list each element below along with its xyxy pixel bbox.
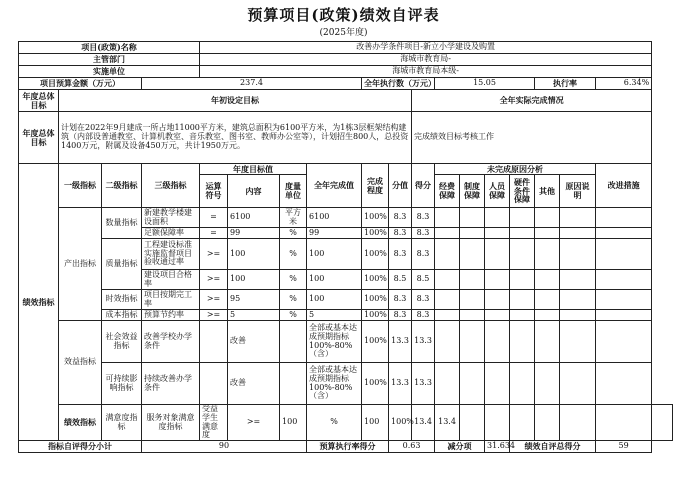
table-row	[19, 208, 673, 228]
unit-cell	[280, 321, 307, 363]
goal-content-row	[19, 112, 673, 164]
project-name-row	[19, 42, 673, 54]
fix-cell	[596, 228, 652, 239]
reason-cell	[460, 405, 485, 441]
reason-cell	[560, 363, 596, 405]
reason-cell	[560, 321, 596, 363]
group-satisfaction: 满意度指标	[102, 405, 142, 441]
group-service: 服务对象满意度指标	[142, 405, 200, 441]
reason-cell	[535, 270, 560, 290]
op-header: 运算符号	[200, 175, 228, 208]
target-group-header: 年度目标值	[200, 164, 307, 175]
done-cell: 99	[307, 228, 362, 239]
table-row	[19, 310, 673, 321]
reason-system-header: 制度保障	[460, 175, 485, 208]
total-label: 绩效自评总得分	[510, 441, 596, 453]
group-cost: 成本指标	[102, 310, 142, 321]
table-row	[19, 363, 673, 405]
done-cell: 100	[307, 239, 362, 270]
op-cell: >=	[200, 239, 228, 270]
done-value-header: 全年完成值	[307, 164, 362, 208]
content-cell: 99	[228, 228, 280, 239]
budget-exec-label: 全年执行数（万元）	[362, 78, 435, 90]
got-cell: 13.3	[412, 321, 435, 363]
reason-cell	[460, 363, 485, 405]
reason-cell	[510, 208, 535, 228]
got-cell: 8.3	[412, 239, 435, 270]
unit-cell: %	[280, 310, 307, 321]
reason-cell	[435, 290, 460, 310]
level3-cell: 新建教学楼建设面积	[142, 208, 200, 228]
level3-cell: 改善学校办学条件	[142, 321, 200, 363]
reason-cell	[485, 321, 510, 363]
reason-cell	[510, 310, 535, 321]
got-cell: 8.3	[412, 208, 435, 228]
reason-cell	[535, 228, 560, 239]
group-social: 社会效益指标	[102, 321, 142, 363]
group-sustainable: 可持续影响指标	[102, 363, 142, 405]
reason-cell	[560, 290, 596, 310]
level3-cell: 足额保障率	[142, 228, 200, 239]
got-header: 得分	[412, 164, 435, 208]
page-subtitle: (2025年度)	[319, 28, 368, 38]
table-row	[19, 290, 673, 310]
content-cell: 100	[228, 270, 280, 290]
reason-cell	[485, 310, 510, 321]
fix-cell	[596, 310, 652, 321]
unit-header: 度量单位	[280, 175, 307, 208]
reason-cell	[435, 321, 460, 363]
content-cell: 改善	[228, 363, 280, 405]
reason-cell	[535, 405, 560, 441]
reason-cell	[435, 363, 460, 405]
done-cell: 100	[307, 270, 362, 290]
degree-header: 完成程度	[362, 164, 389, 208]
done-cell: 全部或基本达成预期指标100%-80%（含）	[307, 321, 362, 363]
reason-cell	[560, 270, 596, 290]
reason-cell	[435, 239, 460, 270]
group-benefit: 效益指标	[59, 321, 102, 405]
done-cell: 全部或基本达成预期指标100%-80%（含）	[307, 363, 362, 405]
reason-cell	[596, 405, 652, 441]
exec-score-value: 0.63	[389, 441, 435, 453]
degree-cell: 100%	[362, 208, 389, 228]
unit-row	[19, 66, 673, 78]
unit-cell: %	[280, 228, 307, 239]
reason-cell	[535, 310, 560, 321]
reason-cell	[485, 405, 510, 441]
reason-cell	[560, 208, 596, 228]
budget-amount-label: 项目预算金额（万元）	[19, 78, 142, 90]
group-output: 产出指标	[59, 208, 102, 321]
degree-cell: 100%	[362, 228, 389, 239]
op-cell	[200, 321, 228, 363]
initial-goal-text: 计划在2022年9月建成一所占地11000平方米，建筑总面积为6100平方米，为1栋3层框架结构建筑（内部设普通教室、计算机教室、音乐教室、图书室、教师办公室等），计划招生800人，总投资1400万元，附属及设备450万元，共计1950万元。	[59, 112, 412, 164]
reason-cell	[560, 310, 596, 321]
unit-cell: %	[307, 405, 362, 441]
budget-exec-value: 15.05	[435, 78, 535, 90]
deduct-value: 31.634	[485, 441, 510, 453]
score-cell: 13.4	[412, 405, 435, 441]
group-quality: 质量指标	[102, 239, 142, 290]
subtotal-label: 指标自评得分小计	[19, 441, 142, 453]
content-cell: 改善	[228, 321, 280, 363]
reason-cell	[510, 290, 535, 310]
level3-cell: 预算节约率	[142, 310, 200, 321]
footer-row	[19, 441, 673, 453]
reason-cell	[435, 310, 460, 321]
content-cell: 6100	[228, 208, 280, 228]
group-timeliness: 时效指标	[102, 290, 142, 310]
project-name-label: 项目(政策)名称	[19, 42, 200, 54]
reason-cell	[510, 270, 535, 290]
degree-cell: 100%	[362, 270, 389, 290]
score-cell: 8.3	[389, 239, 412, 270]
perf-indicator-label-2: 绩效指标	[59, 405, 102, 441]
unit-cell: %	[280, 290, 307, 310]
content-cell: 5	[228, 310, 280, 321]
reason-cell	[510, 363, 535, 405]
degree-cell: 100%	[362, 363, 389, 405]
reason-cell	[435, 208, 460, 228]
reason-cell	[535, 321, 560, 363]
reason-funding-header: 经费保障	[435, 175, 460, 208]
got-cell: 8.3	[412, 290, 435, 310]
subtotal-value: 90	[142, 441, 307, 453]
content-cell: 100	[280, 405, 307, 441]
annual-goal-row-label: 年度总体目标	[19, 112, 59, 164]
reason-cell	[485, 208, 510, 228]
reason-cell	[460, 270, 485, 290]
reason-staff-header: 人员保障	[485, 175, 510, 208]
op-cell: >=	[200, 290, 228, 310]
reason-cell	[535, 239, 560, 270]
fix-cell	[596, 290, 652, 310]
dept-row	[19, 54, 673, 66]
got-cell: 13.3	[412, 363, 435, 405]
fix-cell	[652, 405, 673, 441]
score-cell: 8.5	[389, 270, 412, 290]
reason-cell	[535, 363, 560, 405]
reason-cell	[485, 270, 510, 290]
unit-value: 海城市教育局本级-	[200, 66, 652, 78]
got-cell: 8.3	[412, 228, 435, 239]
reason-cell	[535, 208, 560, 228]
total-value: 59	[596, 441, 652, 453]
unit-cell: %	[280, 270, 307, 290]
initial-goal-header: 年初设定目标	[59, 90, 412, 112]
page-title: 预算项目(政策)绩效自评表	[247, 6, 440, 24]
goal-header-row	[19, 90, 673, 112]
reason-cell	[485, 228, 510, 239]
reason-other-header: 其他	[535, 175, 560, 208]
dept-label: 主管部门	[19, 54, 200, 66]
fix-cell	[596, 270, 652, 290]
exec-rate-value: 6.34%	[596, 78, 652, 90]
reason-cell	[510, 405, 535, 441]
score-header: 分值	[389, 164, 412, 208]
got-cell: 8.3	[412, 310, 435, 321]
level1-header: 一级指标	[59, 164, 102, 208]
fix-cell	[596, 239, 652, 270]
op-cell: >=	[228, 405, 280, 441]
done-cell: 100	[307, 290, 362, 310]
fix-cell	[596, 363, 652, 405]
reason-cell	[510, 228, 535, 239]
score-cell: 8.3	[389, 228, 412, 239]
budget-row	[19, 78, 673, 90]
degree-cell: 100%	[362, 310, 389, 321]
reason-cell	[460, 228, 485, 239]
reason-cell	[460, 321, 485, 363]
got-cell: 8.5	[412, 270, 435, 290]
reason-cell	[435, 270, 460, 290]
score-cell: 13.3	[389, 363, 412, 405]
level3-cell: 建设项目合格率	[142, 270, 200, 290]
dept-value: 海城市教育局-	[200, 54, 652, 66]
level3-cell: 项目按期完工率	[142, 290, 200, 310]
unit-cell: %	[280, 239, 307, 270]
level2-header: 二级指标	[102, 164, 142, 208]
reason-cell	[485, 290, 510, 310]
exec-rate-label: 执行率	[535, 78, 596, 90]
reason-cell	[460, 310, 485, 321]
done-cell: 5	[307, 310, 362, 321]
evaluation-table	[18, 41, 673, 453]
group-quantity: 数量指标	[102, 208, 142, 239]
op-cell: =	[200, 208, 228, 228]
reason-cell	[560, 228, 596, 239]
reason-hardware-header: 硬件条件保障	[510, 175, 535, 208]
reason-cell	[510, 239, 535, 270]
table-row	[19, 321, 673, 363]
table-row	[19, 239, 673, 270]
reason-group-header: 未完成原因分析	[435, 164, 596, 175]
reason-cell	[485, 363, 510, 405]
reason-cell	[460, 208, 485, 228]
annual-goal-header: 年度总体目标	[19, 90, 59, 112]
level3-header: 三级指标	[142, 164, 200, 208]
reason-cell	[560, 405, 596, 441]
fix-header: 改进措施	[596, 164, 652, 208]
budget-amount-value: 237.4	[142, 78, 362, 90]
score-cell: 8.3	[389, 290, 412, 310]
op-cell: =	[200, 228, 228, 239]
fix-cell	[596, 208, 652, 228]
score-cell: 13.3	[389, 321, 412, 363]
unit-cell	[280, 363, 307, 405]
reason-note-header: 原因说明	[560, 175, 596, 208]
degree-cell: 100%	[362, 321, 389, 363]
degree-cell: 100%	[362, 239, 389, 270]
actual-completion-header: 全年实际完成情况	[412, 90, 652, 112]
degree-cell: 100%	[389, 405, 412, 441]
score-cell: 8.3	[389, 310, 412, 321]
done-cell: 6100	[307, 208, 362, 228]
unit-cell: 平方米	[280, 208, 307, 228]
perf-indicator-label: 绩效指标	[19, 164, 59, 441]
unit-label: 实施单位	[19, 66, 200, 78]
reason-cell	[485, 239, 510, 270]
reason-cell	[535, 290, 560, 310]
reason-cell	[435, 228, 460, 239]
op-cell: >=	[200, 270, 228, 290]
reason-cell	[510, 321, 535, 363]
project-name-value: 改善办学条件项目-新立小学建设及购置	[200, 42, 652, 54]
exec-score-label: 预算执行率得分	[307, 441, 389, 453]
content-cell: 95	[228, 290, 280, 310]
got-cell: 13.4	[435, 405, 460, 441]
indicator-header-row-1	[19, 164, 673, 175]
actual-completion-text: 完成绩效目标考核工作	[412, 112, 652, 164]
reason-cell	[460, 290, 485, 310]
op-cell	[200, 363, 228, 405]
content-cell: 100	[228, 239, 280, 270]
degree-cell: 100%	[362, 290, 389, 310]
reason-cell	[560, 239, 596, 270]
table-row	[19, 405, 673, 441]
level3-cell: 工程建设标准实施监督项目验收通过率	[142, 239, 200, 270]
content-header: 内容	[228, 175, 280, 208]
fix-cell	[596, 321, 652, 363]
deduct-label: 减分项	[435, 441, 485, 453]
level3-cell: 持续改善办学条件	[142, 363, 200, 405]
op-cell: >=	[200, 310, 228, 321]
level3-cell: 受益学生满意度	[200, 405, 228, 441]
reason-cell	[460, 239, 485, 270]
done-cell: 100	[362, 405, 389, 441]
score-cell: 8.3	[389, 208, 412, 228]
